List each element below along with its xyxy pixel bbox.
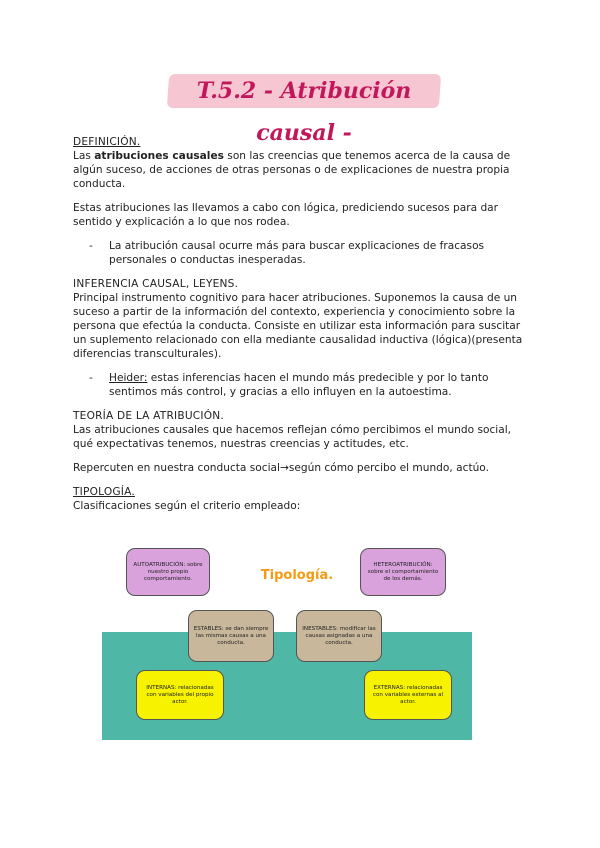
box-inestables: INESTABLES: modificar las causas asignadas a una conducta. bbox=[296, 610, 382, 662]
heider-name: Heider: bbox=[109, 372, 148, 384]
title-banner bbox=[168, 70, 440, 146]
inference-heading: INFERENCIA CAUSAL, LEYENS. bbox=[73, 278, 239, 290]
bullet-text: La atribución causal ocurre más para buscar explicaciones de fracasos personales o conductas inesperadas. bbox=[109, 240, 485, 266]
document-body bbox=[73, 135, 533, 513]
bold-term: atribuciones causales bbox=[94, 150, 224, 162]
box-internas: INTERNAS: relacionadas con variables del propio actor. bbox=[136, 670, 224, 720]
box-estables: ESTABLES: se dan siempre las mismas causas a una conducta. bbox=[188, 610, 274, 662]
inference-bullet: - Heider: estas inferencias hacen el mundo más predecible y por lo tanto sentimos más control, y gracias a ello influyen en la autoestima. bbox=[89, 372, 489, 398]
theory-heading: TEORÍA DE LA ATRIBUCIÓN. bbox=[73, 410, 224, 422]
theory-paragraph-1: Las atribuciones causales que hacemos reflejan cómo percibimos el mundo social, qué expectativas tenemos, nuestras creencias y actitudes, etc. bbox=[73, 424, 512, 450]
inference-paragraph: Principal instrumento cognitivo para hacer atribuciones. Suponemos la causa de un suceso a partir de la información del contexto, experiencia y conocimiento sobre la persona que efectúa la conducta. Consiste en utilizar esta información para suscitar un suplemento relacionado con ella mediante causalidad inductiva (lógica)(presenta diferencias transculturales). bbox=[73, 292, 523, 360]
typology-heading: TIPOLOGÍA. bbox=[73, 486, 135, 498]
definition-paragraph-1 bbox=[73, 149, 533, 191]
text-span: son las creencias que tenemos acerca de la causa de algún suceso, de acciones de otras personas o de explicaciones de nuestra propia conducta. bbox=[73, 150, 511, 190]
box-heteroatribucion: HETEROATRIBUCIÓN: sobre el comportamiento de los demás. bbox=[360, 548, 446, 596]
typology-diagram bbox=[102, 540, 472, 740]
definition-bullet: - La atribución causal ocurre más para buscar explicaciones de fracasos personales o conductas inesperadas. bbox=[89, 239, 533, 267]
page-title: T.5.2 - Atribución causal - bbox=[196, 78, 412, 146]
theory-paragraph-2: Repercuten en nuestra conducta social→según cómo percibo el mundo, actúo. bbox=[73, 462, 489, 474]
box-externas: EXTERNAS: relacionadas con variables externas al actor. bbox=[364, 670, 452, 720]
typology-intro: Clasificaciones según el criterio empleado: bbox=[73, 500, 301, 512]
bullet-text: estas inferencias hacen el mundo más predecible y por lo tanto sentimos más control, y gracias a ello influyen en la autoestima. bbox=[109, 372, 489, 398]
definition-paragraph-2: Estas atribuciones las llevamos a cabo con lógica, prediciendo sucesos para dar sentido y explicación a lo que nos rodea. bbox=[73, 202, 499, 228]
text-span: Las bbox=[73, 150, 95, 162]
box-autoatribucion: AUTOATRIBUCIÓN: sobre nuestro propio comportamiento. bbox=[126, 548, 210, 596]
definition-heading: DEFINICIÓN. bbox=[73, 136, 141, 148]
diagram-title: Tipología. bbox=[260, 568, 334, 583]
